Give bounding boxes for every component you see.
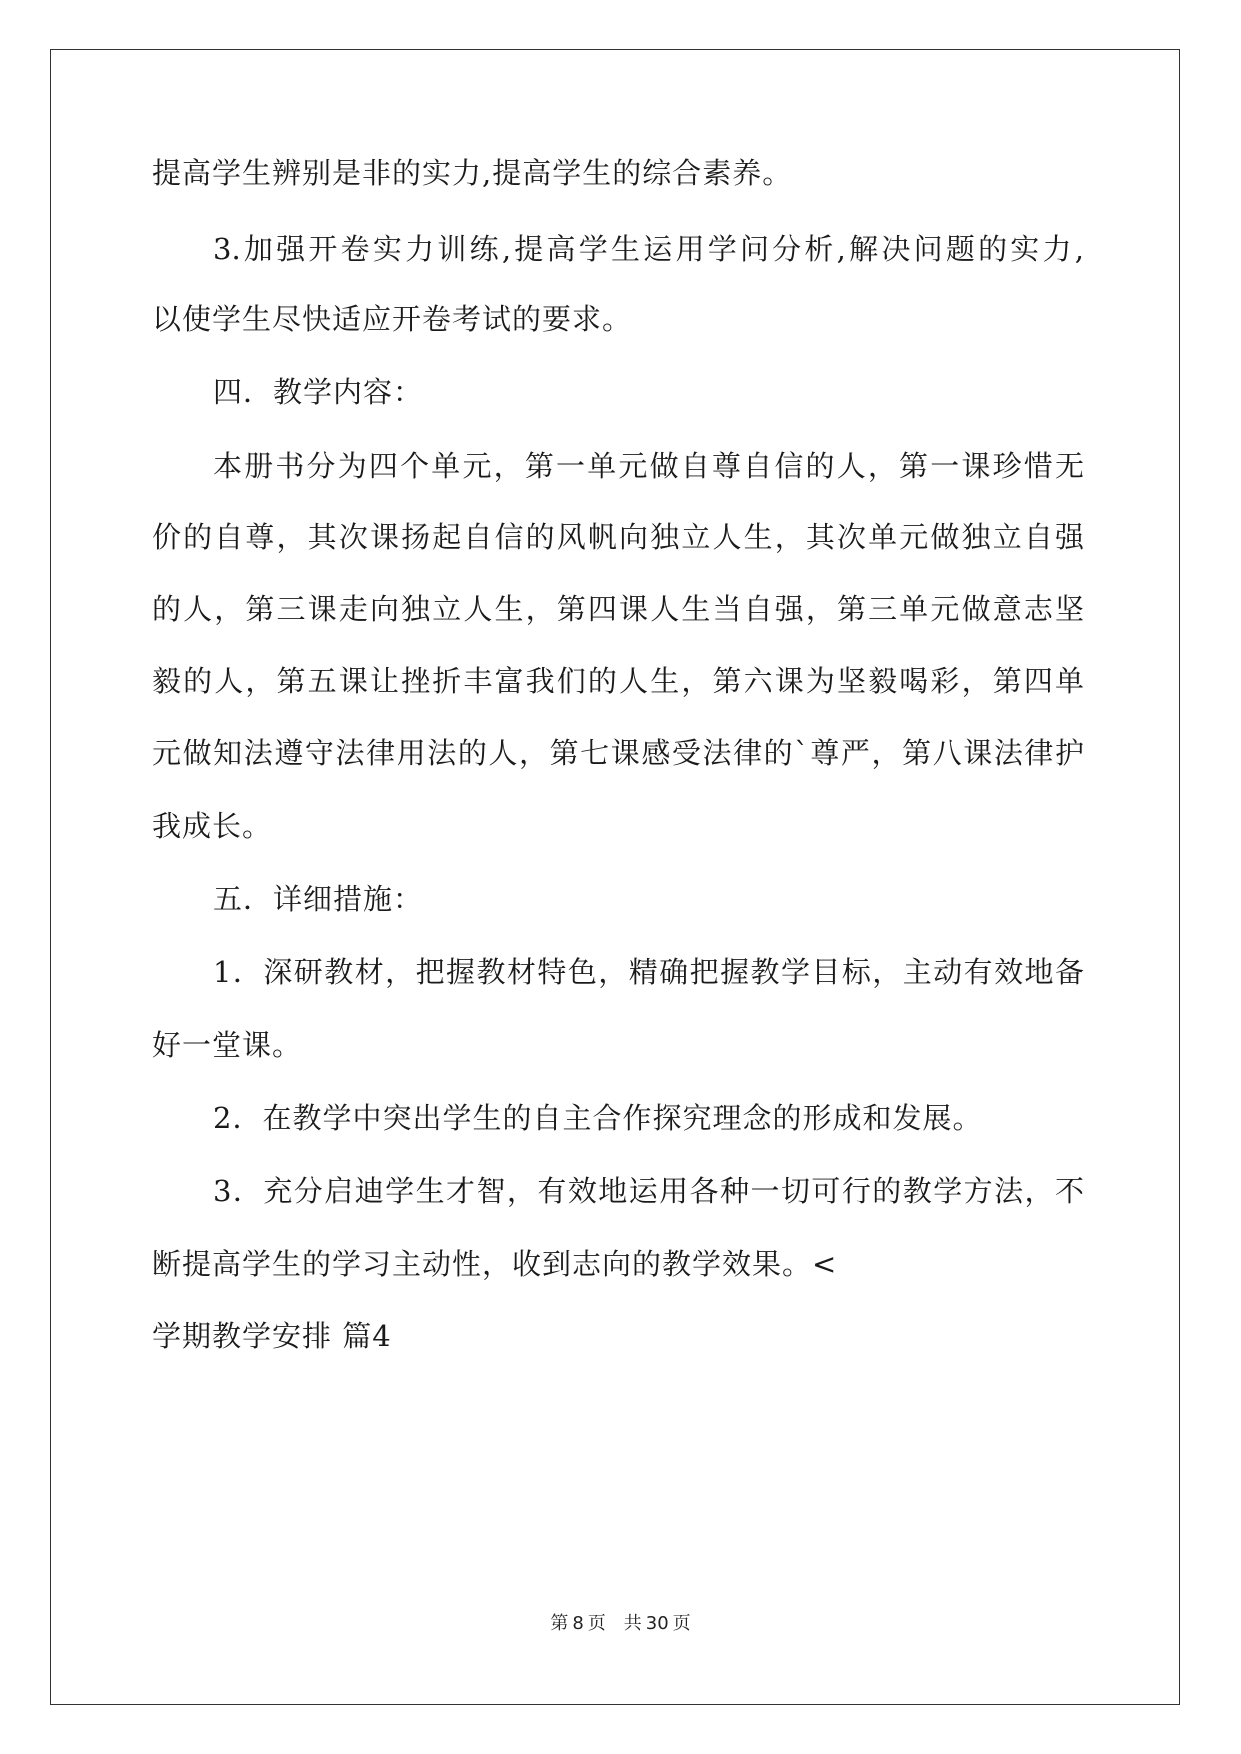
footer-page-total: 30: [645, 1613, 669, 1634]
section-title-measures: 五．详细措施：: [213, 882, 424, 916]
paragraph-line: 3．充分启迪学生才智，有效地运用各种一切可行的教学方法，不: [213, 1174, 1084, 1208]
paragraph-line: 毅的人，第五课让挫折丰富我们的人生，第六课为坚毅喝彩，第四单: [152, 664, 1084, 698]
paragraph-line: 以使学生尽快适应开卷考试的要求。: [152, 302, 633, 336]
footer-prefix: 第: [550, 1613, 569, 1634]
paragraph-line: 1．深研教材，把握教材特色，精确把握教学目标，主动有效地备: [213, 955, 1084, 989]
paragraph-line: 的人，第三课走向独立人生，第四课人生当自强，第三单元做意志坚: [152, 592, 1084, 626]
footer-middle: 页 共: [587, 1613, 642, 1634]
paragraph-line: 2．在教学中突出学生的自主合作探究理念的形成和发展。: [213, 1101, 983, 1135]
page-border: [50, 49, 1180, 1705]
paragraph-line: 我成长。: [152, 809, 273, 843]
section-title-teaching-content: 四．教学内容：: [213, 375, 424, 409]
footer-page-current: 8: [572, 1613, 584, 1634]
paragraph-line: 3.加强开卷实力训练,提高学生运用学问分析,解决问题的实力,: [213, 232, 1084, 266]
paragraph-line: 元做知法遵守法律用法的人，第七课感受法律的`尊严，第八课法律护: [152, 736, 1084, 770]
paragraph-line: 断提高学生的学习主动性，收到志向的教学效果。<: [152, 1247, 838, 1281]
paragraph-line: 价的自尊，其次课扬起自信的风帆向独立人生，其次单元做独立自强: [152, 520, 1084, 554]
page-footer: [0, 1612, 1241, 1636]
paragraph-line: 提高学生辨别是非的实力,提高学生的综合素养。: [152, 156, 793, 190]
footer-suffix: 页: [672, 1613, 691, 1634]
section-heading: 学期教学安排 篇4: [152, 1319, 392, 1353]
paragraph-line: 好一堂课。: [152, 1028, 303, 1062]
paragraph-line: 本册书分为四个单元，第一单元做自尊自信的人，第一课珍惜无: [213, 449, 1084, 483]
